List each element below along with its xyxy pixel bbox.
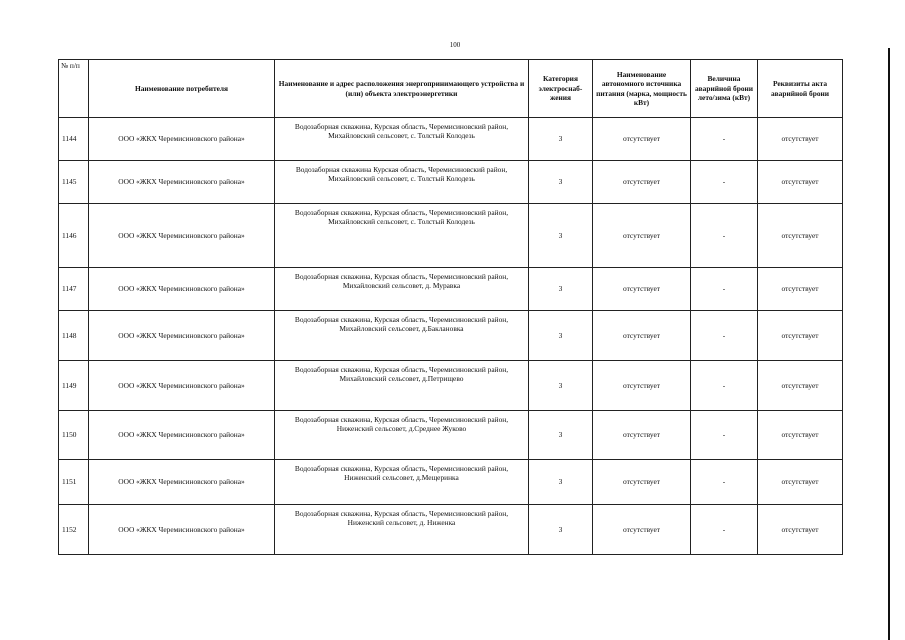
act-details: отсутствует [758, 118, 843, 161]
header-reserve-value: Величина аварийной брони лето/зима (кВт) [691, 60, 758, 118]
consumer-name: ООО «ЖКХ Черемисиновского района» [89, 460, 275, 505]
row-number: 1148 [59, 311, 89, 361]
object-address: Водозаборная скважина, Курская область, Черемисиновский район, Михайловский сельсовет, с. Толстый Колодезь [275, 204, 529, 268]
act-details: отсутствует [758, 161, 843, 204]
consumer-name: ООО «ЖКХ Черемисиновского района» [89, 268, 275, 311]
consumer-name: ООО «ЖКХ Черемисиновского района» [89, 311, 275, 361]
row-number: 1149 [59, 361, 89, 411]
reserve-value: - [691, 311, 758, 361]
autonomous-source: отсутствует [593, 411, 691, 460]
table-row [59, 505, 843, 555]
act-details: отсутствует [758, 460, 843, 505]
object-address: Водозаборная скважина, Курская область, Черемисиновский район, Михайловский сельсовет, с. Толстый Колодезь [275, 118, 529, 161]
object-address: Водозаборная скважина, Курская область, Черемисиновский район, Михайловский сельсовет, д.Баклановка [275, 311, 529, 361]
reserve-value: - [691, 118, 758, 161]
supply-category: 3 [529, 204, 593, 268]
table-row [59, 161, 843, 204]
consumer-name: ООО «ЖКХ Черемисиновского района» [89, 118, 275, 161]
act-details: отсутствует [758, 411, 843, 460]
table-row [59, 311, 843, 361]
reserve-value: - [691, 204, 758, 268]
row-number: 1150 [59, 411, 89, 460]
autonomous-source: отсутствует [593, 118, 691, 161]
header-category: Категория электроснаб-жения [529, 60, 593, 118]
table-row [59, 460, 843, 505]
reserve-value: - [691, 361, 758, 411]
reserve-value: - [691, 161, 758, 204]
consumer-name: ООО «ЖКХ Черемисиновского района» [89, 161, 275, 204]
reserve-value: - [691, 411, 758, 460]
act-details: отсутствует [758, 311, 843, 361]
act-details: отсутствует [758, 505, 843, 555]
table-header-row [59, 60, 843, 118]
header-power-source: Наименование автономного источника питания (марка, мощность кВт) [593, 60, 691, 118]
act-details: отсутствует [758, 268, 843, 311]
autonomous-source: отсутствует [593, 311, 691, 361]
object-address: Водозаборная скважина, Курская область, Черемисиновский район, Михайловский сельсовет, д. Муравка [275, 268, 529, 311]
consumer-name: ООО «ЖКХ Черемисиновского района» [89, 505, 275, 555]
table-row [59, 118, 843, 161]
supply-category: 3 [529, 118, 593, 161]
autonomous-source: отсутствует [593, 460, 691, 505]
row-number: 1145 [59, 161, 89, 204]
table-body [59, 118, 843, 555]
reserve-value: - [691, 505, 758, 555]
table-row [59, 361, 843, 411]
consumer-name: ООО «ЖКХ Черемисиновского района» [89, 361, 275, 411]
table-row [59, 411, 843, 460]
autonomous-source: отсутствует [593, 204, 691, 268]
reserve-value: - [691, 268, 758, 311]
table-row [59, 204, 843, 268]
row-number: 1146 [59, 204, 89, 268]
supply-category: 3 [529, 505, 593, 555]
autonomous-source: отсутствует [593, 161, 691, 204]
page-number: 100 [449, 41, 461, 49]
autonomous-source: отсутствует [593, 361, 691, 411]
supply-category: 3 [529, 311, 593, 361]
header-number: № п/п [59, 60, 89, 118]
header-consumer: Наименование потребителя [89, 60, 275, 118]
object-address: Водозаборная скважина Курская область, Черемисиновский район, Михайловский сельсовет, с. Толстый Колодезь [275, 161, 529, 204]
row-number: 1147 [59, 268, 89, 311]
act-details: отсутствует [758, 361, 843, 411]
consumer-name: ООО «ЖКХ Черемисиновского района» [89, 204, 275, 268]
supply-category: 3 [529, 460, 593, 505]
supply-category: 3 [529, 411, 593, 460]
emergency-reserve-table [58, 59, 843, 555]
header-act-details: Реквизиты акта аварийной брони [758, 60, 843, 118]
object-address: Водозаборная скважина, Курская область, Черемисиновский район, Михайловский сельсовет, д.Петрищево [275, 361, 529, 411]
supply-category: 3 [529, 361, 593, 411]
row-number: 1144 [59, 118, 89, 161]
consumer-name: ООО «ЖКХ Черемисиновского района» [89, 411, 275, 460]
reserve-value: - [691, 460, 758, 505]
header-address: Наименование и адрес расположения энергопринимающего устройства и (или) объекта электроэнергетики [275, 60, 529, 118]
object-address: Водозаборная скважина, Курская область, Черемисиновский район, Ниженский сельсовет, д. Ниженка [275, 505, 529, 555]
supply-category: 3 [529, 268, 593, 311]
object-address: Водозаборная скважина, Курская область, Черемисиновский район, Ниженский сельсовет, д.Мещеринка [275, 460, 529, 505]
supply-category: 3 [529, 161, 593, 204]
autonomous-source: отсутствует [593, 505, 691, 555]
object-address: Водозаборная скважина, Курская область, Черемисиновский район, Ниженский сельсовет, д.Среднее Жуково [275, 411, 529, 460]
table-row [59, 268, 843, 311]
act-details: отсутствует [758, 204, 843, 268]
row-number: 1151 [59, 460, 89, 505]
page-edge-rule [888, 48, 890, 640]
row-number: 1152 [59, 505, 89, 555]
autonomous-source: отсутствует [593, 268, 691, 311]
